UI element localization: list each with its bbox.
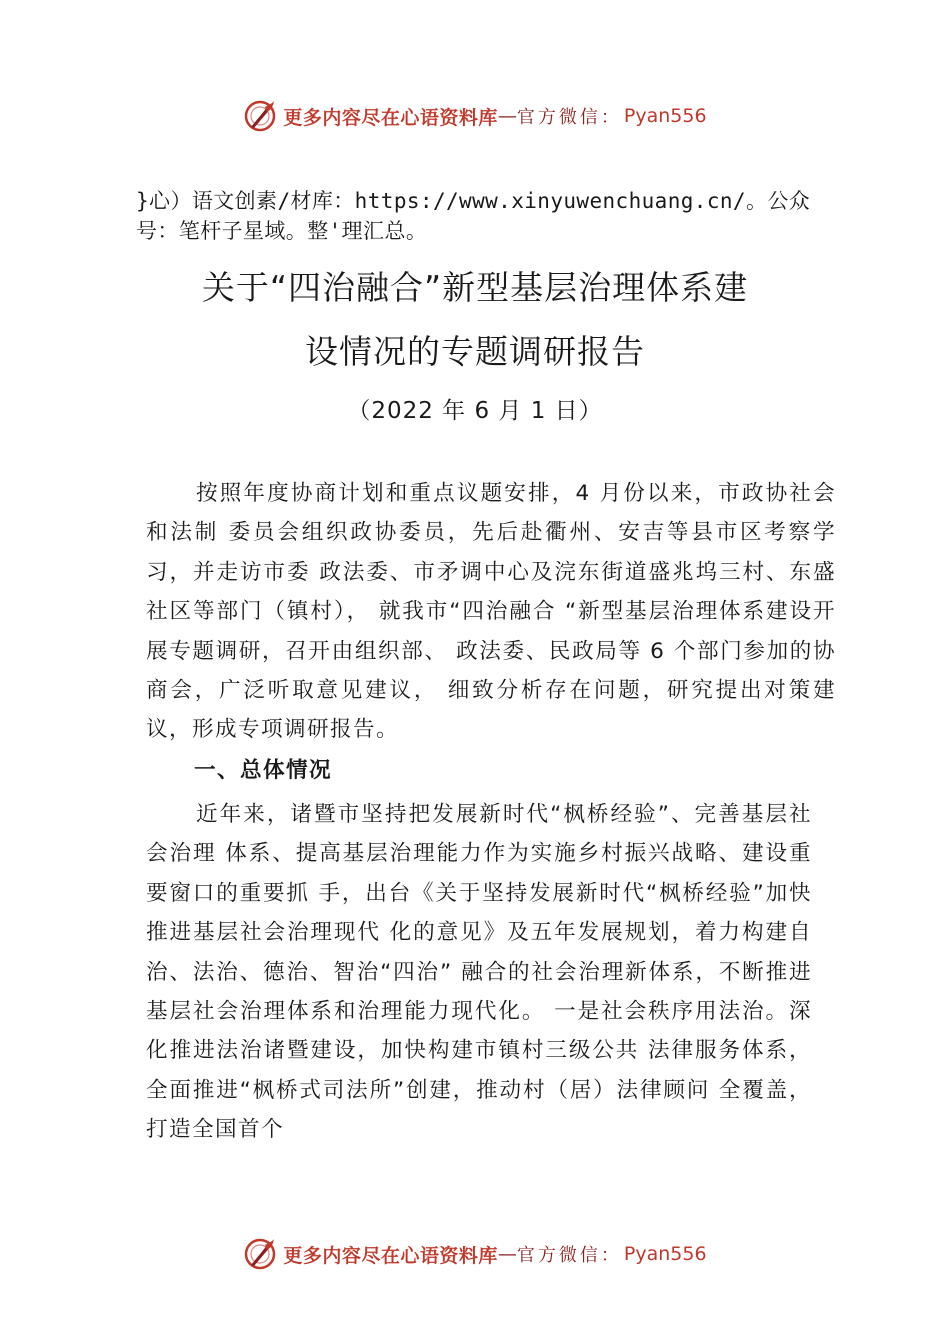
header-watermark: [0, 96, 950, 136]
watermark-wechat-label: 官方微信：: [516, 107, 622, 128]
watermark-wechat-id: Pyan556: [623, 105, 707, 127]
watermark-wechat-id: Pyan556: [623, 1243, 707, 1265]
footer-watermark: [0, 1234, 950, 1274]
document-title-line-1: 关于“四治融合”新型基层治理体系建: [201, 268, 749, 307]
watermark-text: 更多内容尽在心语资料库: [283, 106, 498, 129]
document-title-line-2: 设情况的专题调研报告: [305, 332, 645, 371]
source-note: }心）语文创素/材库：https://www.xinyuwenchuang.cn/。公众号：笔杆子星域。整'理汇总。: [136, 189, 811, 243]
quill-seal-icon: [243, 99, 277, 133]
watermark-wechat-label: 官方微信：: [516, 1245, 622, 1266]
watermark-dash: —: [497, 1243, 517, 1265]
paragraph-overview: 近年来，诸暨市坚持把发展新时代“枫桥经验”、完善基层社会治理 体系、提高基层治理能力作为实施乡村振兴战略、建设重要窗口的重要抓 手，出台《关于坚持发展新时代“枫桥经验”加快推进基层社会治理现代 化的意见》及五年发展规划，着力构建自治、法治、德治、智治“四治” 融合的社会治理新体系，不断推进基层社会治理体系和治理能力现代化。 一是社会秩序用法治。深化推进法治诸暨建设，加快构建市镇村三级公共 法律服务体系，全面推进“枫桥式司法所”创建，推动村（居）法律顾问 全覆盖，打造全国首个: [146, 802, 812, 1143]
watermark-text: 更多内容尽在心语资料库: [283, 1244, 498, 1267]
section-heading-overview: 一、总体情况: [194, 758, 332, 783]
paragraph-intro: 按照年度协商计划和重点议题安排，4 月份以来，市政协社会和法制 委员会组织政协委员，先后赴衢州、安吉等县市区考察学习，并走访市委 政法委、市矛调中心及浣东街道盛兆坞三村、东盛社区等部门（镇村）， 就我市“四治融合 “新型基层治理体系建设开展专题调研，召开由组织部、 政法委、民政局等 6 个部门参加的协商会，广泛听取意见建议， 细致分析存在问题，研究提出对策建议，形成专项调研报告。: [146, 481, 836, 743]
document-date: （2022 年 6 月 1 日）: [347, 398, 603, 424]
watermark-dash: —: [497, 105, 517, 127]
quill-seal-icon: [243, 1237, 277, 1271]
